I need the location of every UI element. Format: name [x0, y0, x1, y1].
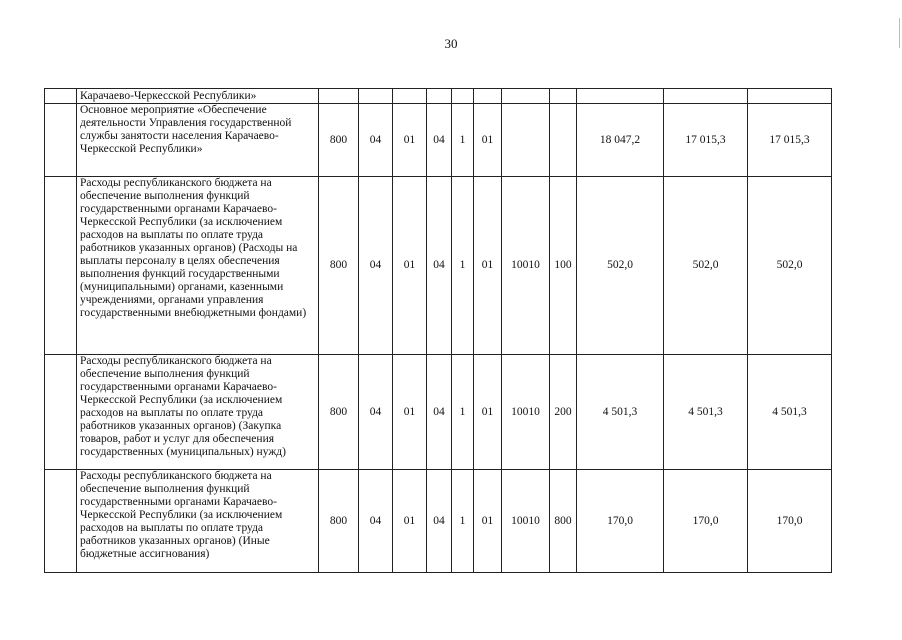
subprogram-code: 1	[452, 177, 474, 355]
direction-code: 10010	[502, 355, 550, 470]
table-row	[45, 355, 832, 470]
event-code: 01	[474, 104, 502, 177]
subsection-code: 01	[393, 470, 427, 573]
amount-year-1: 18 047,2	[577, 104, 664, 177]
row-description: Расходы республиканского бюджета на обеспечение выполнения функций государственными органами Карачаево-Черкесской Республики (за исключением расходов на выплаты по оплате труда работников указанных органов) (Расходы на выплаты персоналу в целях обеспечения выполнения функций государственными (муниципальными) органами, казенными учреждениями, органами управления государственными внебюджетными фондами)	[77, 177, 319, 355]
program-code: 04	[427, 104, 452, 177]
ministry-code: 800	[319, 177, 359, 355]
expense-type-code: 100	[550, 177, 577, 355]
amount-year-1: 502,0	[577, 177, 664, 355]
amount-year-2: 170,0	[664, 470, 748, 573]
amount-year-2: 502,0	[664, 177, 748, 355]
amount-year-1: 4 501,3	[577, 355, 664, 470]
amount-year-1: 170,0	[577, 470, 664, 573]
subsection-code: 01	[393, 104, 427, 177]
direction-code	[502, 104, 550, 177]
direction-code: 10010	[502, 177, 550, 355]
empty-cell	[452, 89, 474, 104]
row-index-cell	[45, 470, 77, 573]
empty-cell	[748, 89, 832, 104]
subsection-code: 01	[393, 177, 427, 355]
empty-cell	[502, 89, 550, 104]
row-index-cell	[45, 104, 77, 177]
amount-year-3: 4 501,3	[748, 355, 832, 470]
subsection-code: 01	[393, 355, 427, 470]
empty-cell	[359, 89, 393, 104]
amount-year-2: 4 501,3	[664, 355, 748, 470]
section-code: 04	[359, 177, 393, 355]
amount-year-3: 502,0	[748, 177, 832, 355]
program-code: 04	[427, 177, 452, 355]
ministry-code: 800	[319, 355, 359, 470]
section-code: 04	[359, 470, 393, 573]
table-row-continued	[45, 89, 832, 104]
expense-type-code	[550, 104, 577, 177]
ministry-code: 800	[319, 470, 359, 573]
row-index-cell	[45, 355, 77, 470]
section-code: 04	[359, 355, 393, 470]
table-row	[45, 177, 832, 355]
program-code: 04	[427, 470, 452, 573]
empty-cell	[393, 89, 427, 104]
amount-year-2: 17 015,3	[664, 104, 748, 177]
amount-year-3: 170,0	[748, 470, 832, 573]
subprogram-code: 1	[452, 355, 474, 470]
row-index-cell	[45, 89, 77, 104]
empty-cell	[427, 89, 452, 104]
subprogram-code: 1	[452, 104, 474, 177]
expense-type-code: 200	[550, 355, 577, 470]
section-code: 04	[359, 104, 393, 177]
ministry-code: 800	[319, 104, 359, 177]
table-row	[45, 104, 832, 177]
row-description: Расходы республиканского бюджета на обеспечение выполнения функций государственными органами Карачаево-Черкесской Республики (за исключением расходов на выплаты по оплате труда работников указанных органов) (Иные бюджетные ассигнования)	[77, 470, 319, 573]
scan-edge-mark	[899, 18, 900, 48]
row-description: Основное мероприятие «Обеспечение деятельности Управления государственной службы занятости населения Карачаево-Черкесской Республики»	[77, 104, 319, 177]
event-code: 01	[474, 177, 502, 355]
event-code: 01	[474, 470, 502, 573]
empty-cell	[319, 89, 359, 104]
amount-year-3: 17 015,3	[748, 104, 832, 177]
program-code: 04	[427, 355, 452, 470]
empty-cell	[550, 89, 577, 104]
empty-cell	[474, 89, 502, 104]
row-description: Расходы республиканского бюджета на обеспечение выполнения функций государственными органами Карачаево-Черкесской Республики (за исключением расходов на выплаты по оплате труда работников указанных органов) (Закупка товаров, работ и услуг для обеспечения государственных (муниципальных) нужд)	[77, 355, 319, 470]
subprogram-code: 1	[452, 470, 474, 573]
direction-code: 10010	[502, 470, 550, 573]
row-description: Карачаево-Черкесской Республики»	[77, 89, 319, 104]
budget-table	[44, 88, 832, 573]
empty-cell	[577, 89, 664, 104]
page-number: 30	[444, 36, 458, 51]
event-code: 01	[474, 355, 502, 470]
expense-type-code: 800	[550, 470, 577, 573]
table-row	[45, 470, 832, 573]
row-index-cell	[45, 177, 77, 355]
empty-cell	[664, 89, 748, 104]
